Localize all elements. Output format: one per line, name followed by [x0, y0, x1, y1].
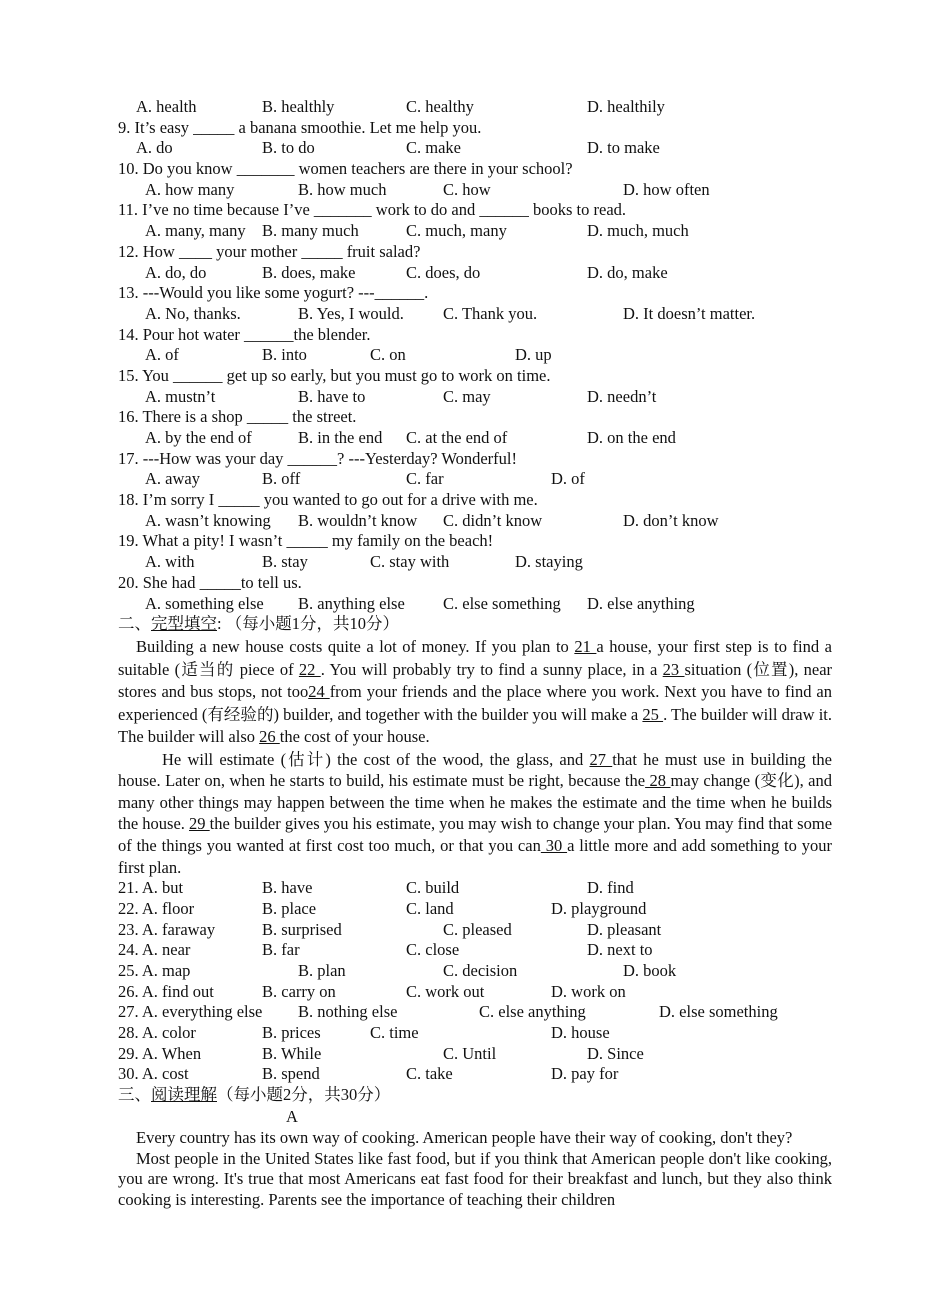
option-d[interactable]: D. pleasant — [587, 919, 662, 939]
option-a[interactable]: 22. A. floor — [118, 898, 195, 918]
option-d[interactable]: D. find — [587, 878, 634, 898]
section-2-heading: 二、完型填空: （每小题1分，共10分） — [118, 614, 399, 634]
option-a[interactable]: A. of — [145, 345, 179, 365]
reading-paragraph-1: Every country has its own way of cooking. American people have their way of cooking, don't they? — [136, 1127, 793, 1147]
blank-23: 23 — [662, 659, 685, 679]
question-21 — [118, 878, 832, 899]
question-13-stem: 13. ---Would you like some yogurt? ---______. — [118, 283, 429, 303]
option-c[interactable]: C. time — [370, 1023, 419, 1043]
option-c[interactable]: C. Thank you. — [443, 303, 538, 323]
option-a[interactable]: 27. A. everything else — [118, 1002, 263, 1022]
option-b[interactable]: B. many much — [262, 221, 359, 241]
blank-22: 22 — [298, 659, 321, 679]
option-d[interactable]: D. of — [551, 469, 585, 489]
question-22 — [118, 899, 832, 920]
section-3-title: 阅读理解 — [151, 1085, 217, 1105]
option-d[interactable]: D. playground — [551, 898, 647, 918]
option-d[interactable]: D. don’t know — [623, 510, 719, 530]
option-a[interactable]: A. away — [145, 469, 200, 489]
option-c[interactable]: C. far — [406, 469, 444, 489]
option-d[interactable]: D. do, make — [587, 262, 668, 282]
option-a[interactable]: A. do — [136, 138, 173, 158]
question-14-stem: 14. Pour hot water ______the blender. — [118, 324, 371, 344]
option-b[interactable]: B. anything else — [298, 593, 405, 613]
option-b[interactable]: B. surprised — [262, 919, 342, 939]
option-d[interactable]: D. Since — [587, 1043, 644, 1063]
cloze-paragraph-2: He will estimate (估计) the cost of the wood, the glass, and 27 that he must use in building the house. Later on, when he starts to build, his estimate must be right, because the 28 may change (变化), and many other things may happen between the time when he makes the estimate and the time when he builds the house. 29 the builder gives you his estimate, you may wish to change your plan. You may find that some of the things you wanted at first cost too much, or that you can 30 a little more and add something to your first plan. — [118, 749, 833, 877]
option-b[interactable]: B. healthly — [262, 97, 335, 116]
option-d[interactable]: D. staying — [515, 552, 583, 572]
option-d[interactable]: D. pay for — [551, 1064, 619, 1084]
blank-30: 30 — [540, 836, 568, 856]
question-24 — [118, 940, 832, 961]
option-d[interactable]: D. else something — [659, 1002, 778, 1022]
option-b[interactable]: B. wouldn’t know — [298, 510, 418, 530]
question-16-options — [118, 428, 832, 449]
option-c[interactable]: C. make — [406, 138, 461, 158]
question-12-options — [118, 263, 832, 284]
option-c[interactable]: C. Until — [443, 1043, 497, 1063]
option-a[interactable]: A. No, thanks. — [145, 303, 241, 323]
option-a[interactable]: 24. A. near — [118, 940, 191, 960]
option-b[interactable]: B. far — [262, 940, 300, 960]
reading-paragraph-2: Most people in the United States like fast food, but if you think that American people don't like cooking, you are wrong. It's true that most Americans eat fast food for their breakfast and lunch, but they also think cooking is interesting. Parents see the importance of teaching their children — [118, 1148, 832, 1210]
question-18-stem: 18. I’m sorry I _____ you wanted to go out for a drive with me. — [118, 490, 538, 510]
option-c[interactable]: C. may — [443, 386, 491, 406]
question-20-stem: 20. She had _____to tell us. — [118, 572, 302, 592]
question-9-stem: 9. It’s easy _____ a banana smoothie. Let me help you. — [118, 117, 482, 137]
option-a[interactable]: 26. A. find out — [118, 981, 214, 1001]
option-c[interactable]: C. pleased — [443, 919, 512, 939]
option-c[interactable]: C. healthy — [406, 97, 474, 116]
question-16-stem: 16. There is a shop _____ the street. — [118, 407, 357, 427]
option-c[interactable]: C. build — [406, 878, 460, 898]
option-c[interactable]: C. stay with — [370, 552, 450, 572]
blank-24: 24 — [308, 682, 330, 702]
question-29 — [118, 1044, 832, 1065]
option-d[interactable]: D. how often — [623, 179, 710, 199]
question-9-options — [118, 138, 832, 159]
option-d[interactable]: D. else anything — [587, 593, 695, 613]
option-a[interactable]: A. many, many — [145, 221, 246, 241]
question-17-stem: 17. ---How was your day ______? ---Yesterday? Wonderful! — [118, 448, 518, 468]
option-b[interactable]: B. into — [262, 345, 307, 365]
blank-26: 26 — [259, 727, 280, 747]
option-c[interactable]: C. work out — [406, 981, 485, 1001]
option-a[interactable]: 23. A. faraway — [118, 919, 216, 939]
blank-27: 27 — [589, 749, 613, 769]
question-15-options — [118, 387, 832, 408]
option-a[interactable]: A. do, do — [145, 262, 207, 282]
passage-label: A — [286, 1107, 298, 1127]
option-d[interactable]: D. on the end — [587, 428, 676, 447]
question-11-options — [118, 221, 832, 242]
option-c[interactable]: C. didn’t know — [443, 510, 543, 530]
question-12-stem: 12. How ____ your mother _____ fruit salad? — [118, 241, 421, 261]
question-25 — [118, 961, 832, 982]
question-11-stem: 11. I’ve no time because I’ve _______ work to do and ______ books to read. — [118, 200, 627, 220]
option-a[interactable]: A. by the end of — [145, 428, 252, 447]
question-30 — [118, 1064, 832, 1085]
option-a[interactable]: A. mustn’t — [145, 386, 216, 406]
option-a[interactable]: A. wasn’t knowing — [145, 510, 271, 530]
blank-29: 29 — [189, 814, 210, 834]
option-c[interactable]: C. does, do — [406, 262, 481, 282]
blank-21: 21 — [574, 637, 597, 657]
option-b[interactable]: B. to do — [262, 138, 315, 158]
option-b[interactable]: B. plan — [298, 961, 346, 980]
question-19-options — [118, 552, 832, 573]
option-c[interactable]: C. else something — [443, 593, 561, 613]
option-c[interactable]: C. decision — [443, 961, 518, 980]
option-b[interactable]: B. does, make — [262, 262, 356, 282]
option-b[interactable]: B. Yes, I would. — [298, 303, 404, 323]
option-c[interactable]: C. at the end of — [406, 428, 508, 447]
option-b[interactable]: B. off — [262, 469, 301, 489]
option-a[interactable]: 25. A. map — [118, 961, 191, 980]
question-10-stem: 10. Do you know _______ women teachers are there in your school? — [118, 159, 573, 179]
option-d[interactable]: D. work on — [551, 981, 626, 1001]
option-d[interactable]: D. house — [551, 1023, 610, 1043]
question-10-options — [118, 180, 832, 201]
exam-page — [118, 97, 832, 1211]
option-b[interactable]: B. place — [262, 898, 317, 918]
option-a[interactable]: A. with — [145, 552, 195, 572]
question-28 — [118, 1023, 832, 1044]
blank-25: 25 — [642, 704, 664, 724]
option-b[interactable]: B. have to — [298, 386, 366, 406]
option-a[interactable]: 29. A. When — [118, 1043, 202, 1063]
option-c[interactable]: C. much, many — [406, 221, 507, 241]
option-d[interactable]: D. much, much — [587, 221, 689, 241]
option-a[interactable]: A. something else — [145, 593, 264, 613]
option-b[interactable]: B. carry on — [262, 981, 336, 1001]
option-b[interactable]: B. nothing else — [298, 1002, 398, 1022]
option-d[interactable]: D. book — [623, 961, 677, 980]
question-14-options — [118, 345, 832, 366]
option-b[interactable]: B. While — [262, 1043, 322, 1063]
option-d[interactable]: D. healthily — [587, 97, 665, 116]
option-a[interactable]: 28. A. color — [118, 1023, 196, 1043]
section-2-title: 完型填空 — [151, 614, 217, 634]
question-13-options — [118, 304, 832, 325]
option-b[interactable]: B. stay — [262, 552, 308, 572]
option-b[interactable]: B. have — [262, 878, 313, 898]
option-b[interactable]: B. how much — [298, 179, 387, 199]
question-23 — [118, 920, 832, 941]
question-20-options — [118, 594, 832, 615]
option-b[interactable]: B. prices — [262, 1023, 321, 1043]
cloze-paragraph-1: Building a new house costs quite a lot of money. If you plan to 21 a house, your first step is to find a suitable (适当的 piece of 22 . You will probably try to find a sunny place, in a 23 situation (位置), near stores and bus stops, not too24 from your friends and the place where you work. Next you have to find an experienced (有经验的) builder, and together with the builder you will make a 25 . The builder will draw it. The builder will also 26 the cost of your house. — [118, 637, 833, 747]
option-b[interactable]: B. spend — [262, 1064, 320, 1084]
option-d[interactable]: D. next to — [587, 940, 653, 960]
option-c[interactable]: C. else anything — [479, 1002, 586, 1022]
question-8-options — [118, 97, 832, 118]
option-d[interactable]: D. needn’t — [587, 386, 657, 406]
option-a[interactable]: 30. A. cost — [118, 1064, 189, 1084]
option-b[interactable]: B. in the end — [298, 428, 383, 447]
question-15-stem: 15. You ______ get up so early, but you must go to work on time. — [118, 365, 551, 385]
option-a[interactable]: A. how many — [145, 179, 235, 199]
option-c[interactable]: C. land — [406, 898, 454, 918]
option-c[interactable]: C. close — [406, 940, 460, 960]
option-c[interactable]: C. on — [370, 345, 406, 365]
option-a[interactable]: A. health — [136, 97, 197, 116]
question-18-options — [118, 511, 832, 532]
option-d[interactable]: D. up — [515, 345, 552, 365]
question-19-stem: 19. What a pity! I wasn’t _____ my family on the beach! — [118, 531, 494, 551]
question-27 — [118, 1002, 832, 1023]
section-3-heading: 三、阅读理解（每小题2分，共30分） — [118, 1085, 391, 1105]
option-d[interactable]: D. It doesn’t matter. — [623, 303, 756, 323]
blank-28: 28 — [645, 771, 671, 791]
option-a[interactable]: 21. A. but — [118, 878, 184, 898]
question-17-options — [118, 469, 832, 490]
option-c[interactable]: C. how — [443, 179, 491, 199]
option-c[interactable]: C. take — [406, 1064, 453, 1084]
option-d[interactable]: D. to make — [587, 138, 660, 158]
question-26 — [118, 982, 832, 1003]
